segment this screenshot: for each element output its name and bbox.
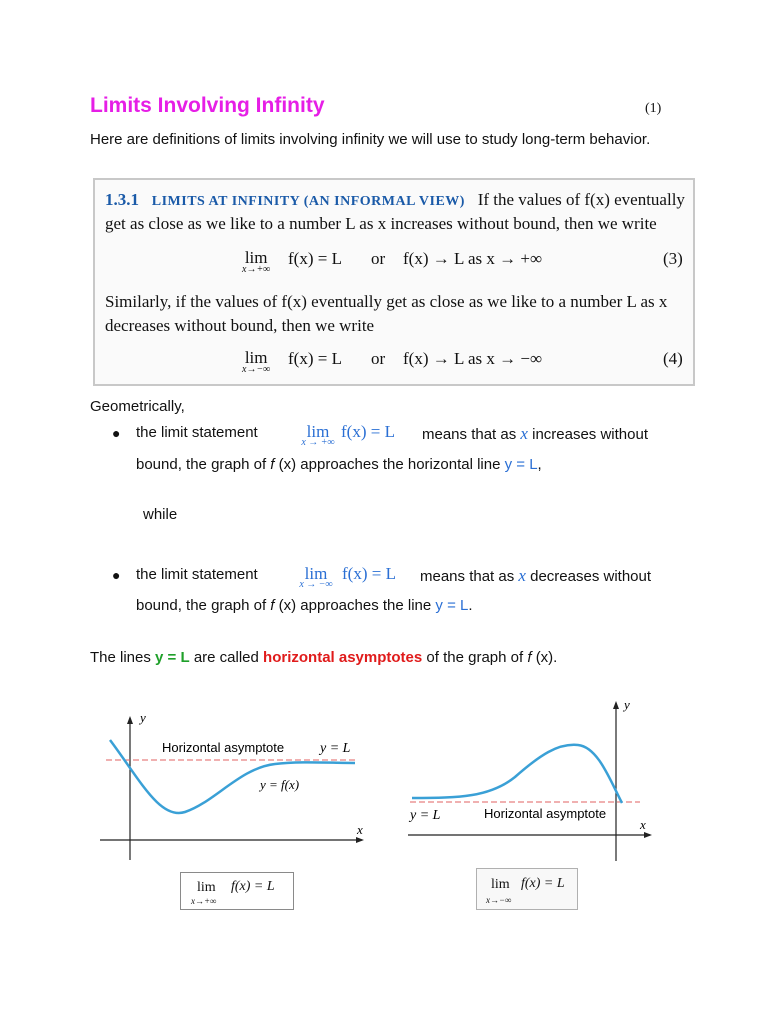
definition-line-1-rest: If the values of f(x) eventually [477,190,685,209]
page-title: Limits Involving Infinity [90,94,325,117]
bullet-2-marker: ● [112,567,121,583]
left-y-arrow-icon [127,716,133,724]
bullet-2-line-2: bound, the graph of f (x) approaches the line y = L. [136,597,473,614]
bullet-1-line-2: bound, the graph of f (x) approaches the horizontal line y = L, [136,456,542,473]
eq3-number: (3) [663,249,683,268]
definition-heading: LIMITS AT INFINITY (AN INFORMAL VIEW) [151,194,465,209]
right-limit-box [476,868,578,910]
right-y-label: y [624,697,630,712]
eq4-alt: f(x) → L as x → −∞ [403,349,543,368]
eq3-alt: f(x) → L as x → +∞ [403,249,543,268]
bullet-2-lead: the limit statement [136,566,258,583]
summary-line: The lines y = L are called horizontal asymptotes of the graph of f (x). [90,649,558,666]
figure-right [400,695,660,865]
geometric-heading: Geometrically, [90,398,185,415]
eq4-lim: lim x→−∞ [242,348,271,375]
definition-box [93,178,695,386]
eq3-expression: f(x) = L [288,249,342,268]
right-box-sub: x→−∞ [486,895,512,905]
title-number: (1) [645,101,662,116]
definition-number: 1.3.1 [105,190,139,209]
eq3-lim: lim x→+∞ [242,248,271,275]
similar-line-1: Similarly, if the values of f(x) eventually get as close as we like to a number L as x [105,292,668,311]
right-box-lim: lim [491,877,510,892]
bullet-2-expr: f(x) = L [342,564,396,583]
figure-left [100,710,372,870]
left-box-expr: f(x) = L [231,879,275,894]
left-curve-label: y = f(x) [260,777,300,792]
eq4-number: (4) [663,349,683,368]
left-box-lim: lim [197,880,216,895]
similar-line-2: decreases without bound, then we write [105,316,375,335]
bullet-1-lead: the limit statement [136,424,258,441]
right-y-arrow-icon [613,701,619,709]
while-text: while [143,506,178,523]
definition-line-1 [105,190,685,210]
bullet-1-expr: f(x) = L [341,422,395,441]
definition-line-2: get as close as we like to a number L as x increases without bound, then we write [105,214,657,233]
eq4-expression: f(x) = L [288,349,342,368]
intro-paragraph: Here are definitions of limits involving infinity we will use to study long-term behavior. [90,131,651,148]
left-x-label: x [357,822,363,837]
left-asymptote-label: Horizontal asymptote [162,740,285,755]
bullet-1-tail: means that as x increases without [422,424,649,443]
bullet-1-lim: lim x → +∞ [301,422,335,448]
bullet-2-tail: means that as x decreases without [420,566,652,585]
left-yl-label: y = L [320,741,351,756]
right-x-label: x [640,817,646,832]
left-limit-box [180,872,294,910]
bullet-2-lim: lim x → −∞ [299,564,333,590]
right-box-expr: f(x) = L [521,876,565,891]
eq4-or: or [371,349,386,368]
right-asymptote-label: Horizontal asymptote [484,806,607,821]
right-yl-label: y = L [410,808,441,823]
right-curve [412,745,622,803]
left-x-arrow-icon [356,837,364,843]
bullet-1-marker: ● [112,425,121,441]
right-x-arrow-icon [644,832,652,838]
left-y-label: y [140,710,146,725]
eq3-or: or [371,249,386,268]
left-box-sub: x→+∞ [191,896,217,906]
